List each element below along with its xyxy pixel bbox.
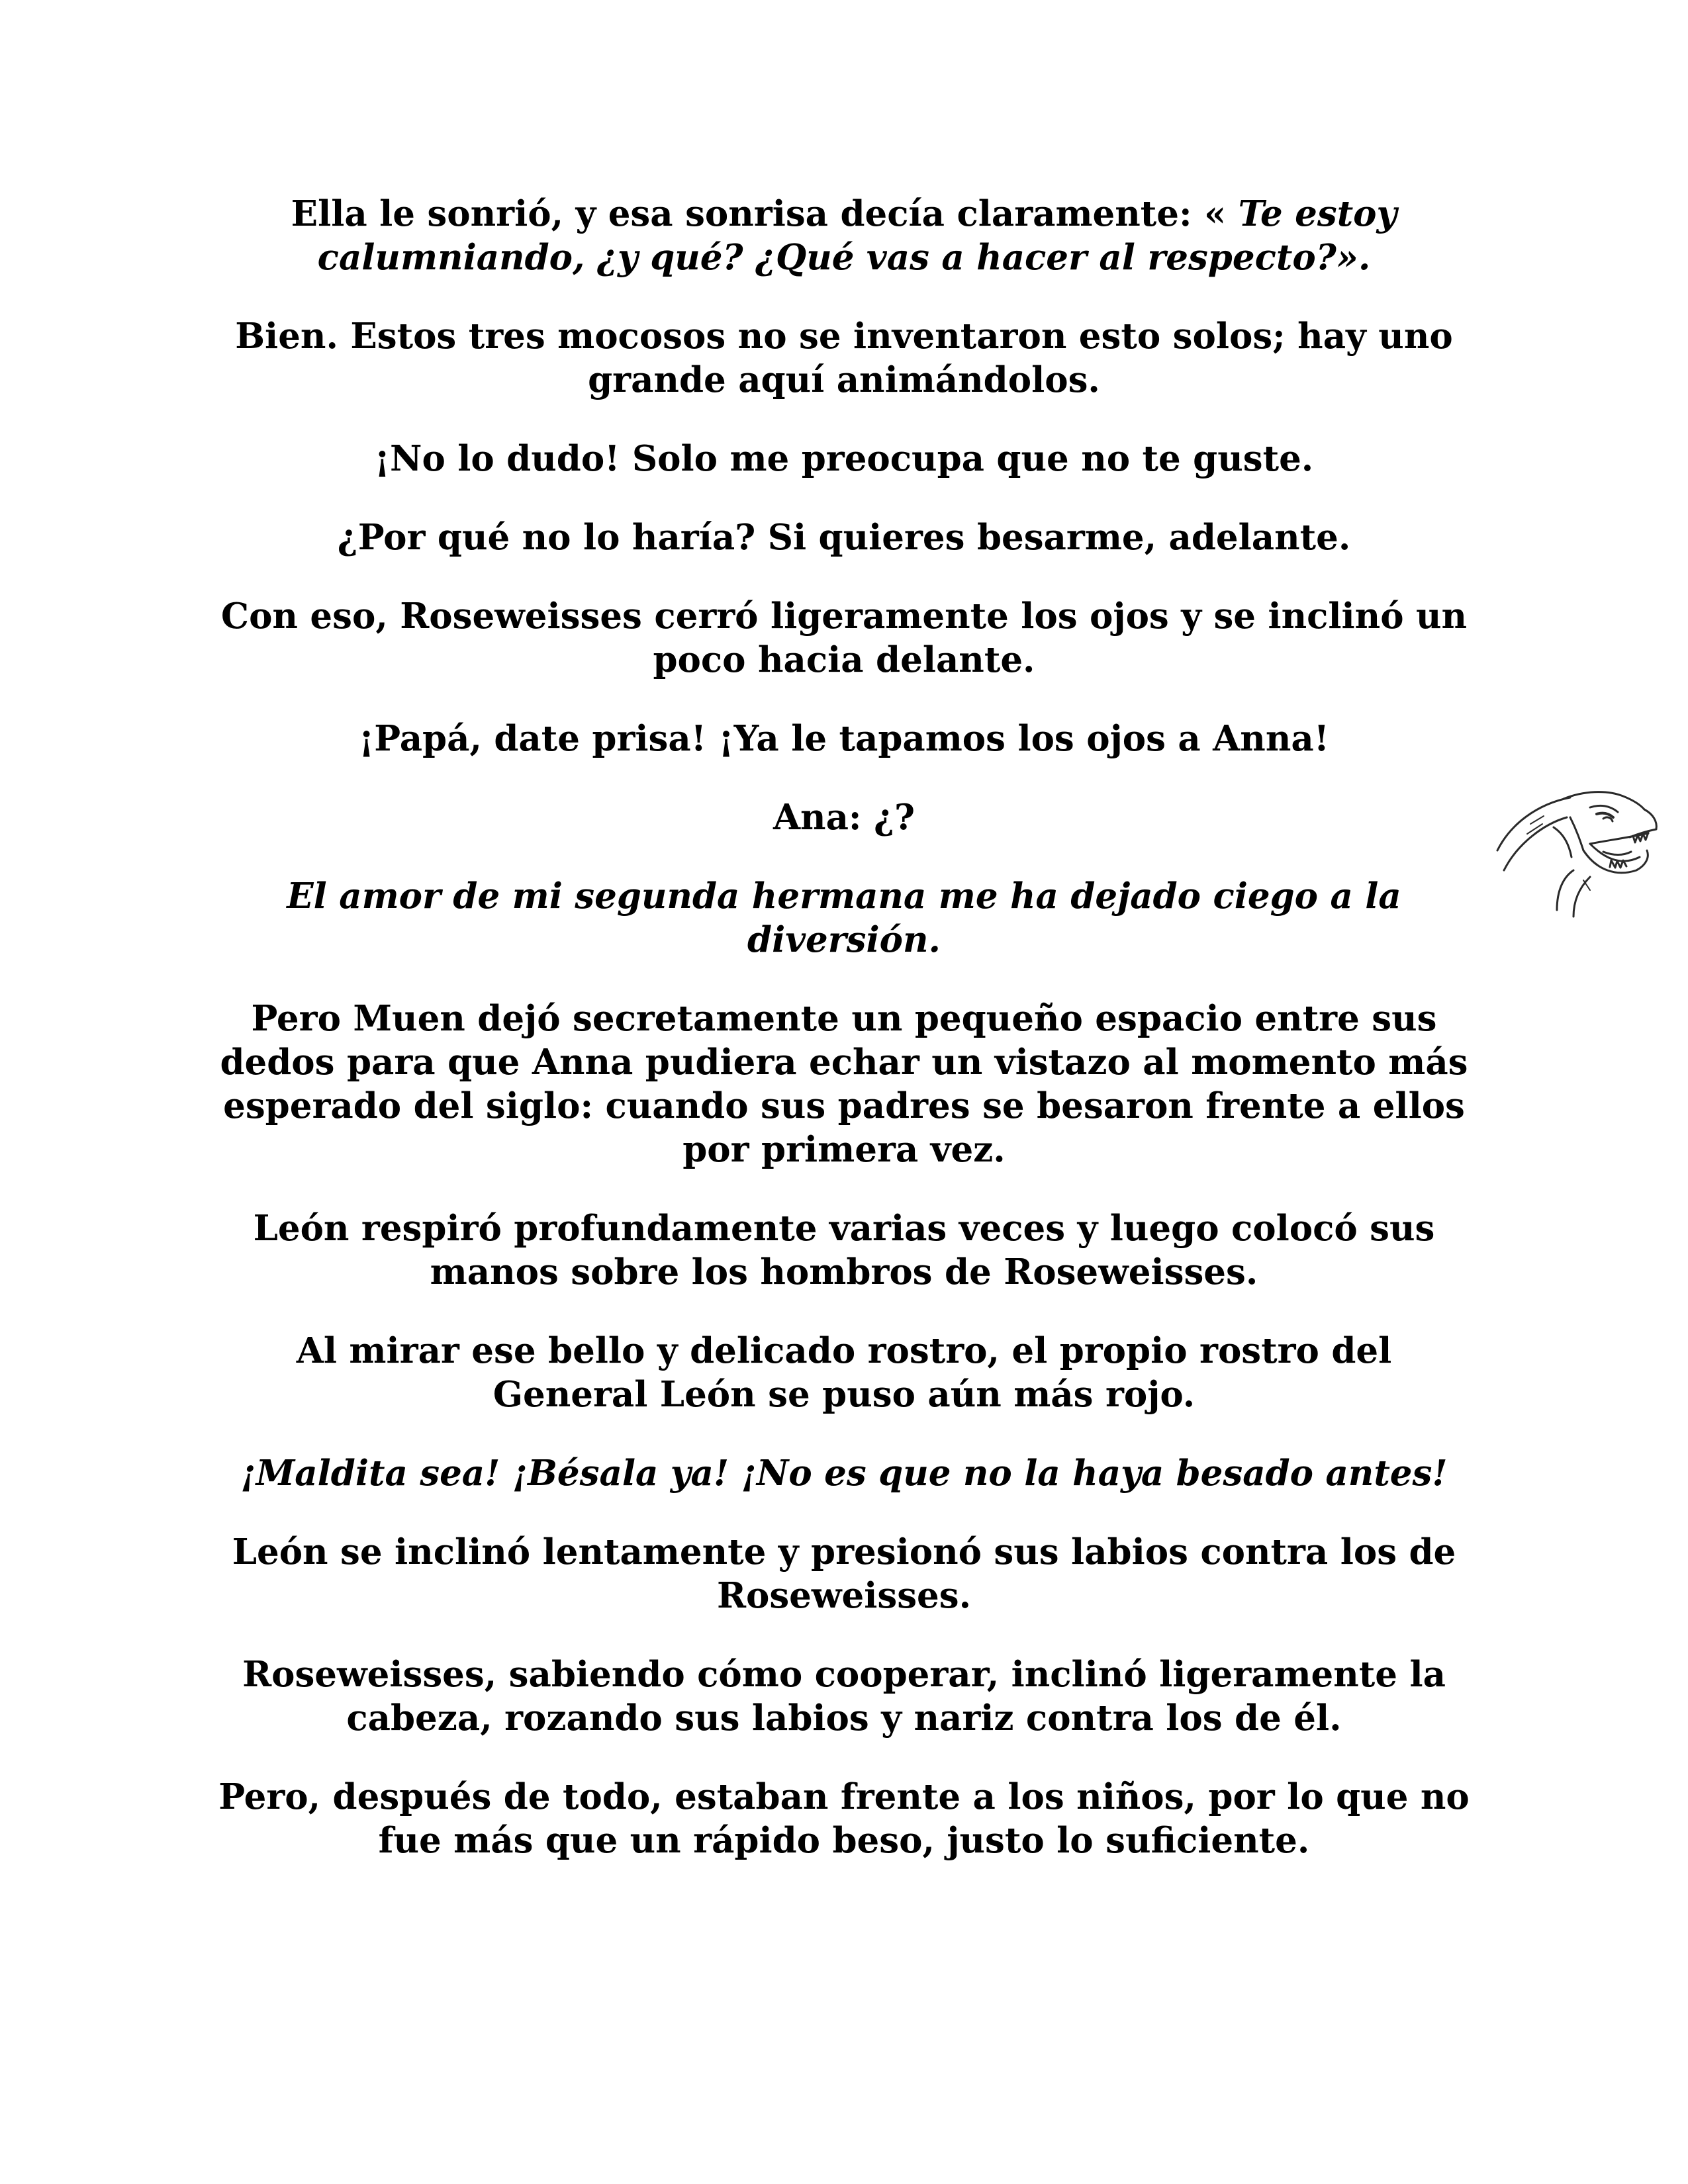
dinosaur-head-icon: [1491, 778, 1664, 927]
paragraph: León se inclinó lentamente y presionó sus labios contra los de Roseweisses.: [232, 1531, 1456, 1616]
paragraph-italic: El amor de mi segunda hermana me ha dejado ciego a la diversión.: [287, 876, 1401, 960]
document-body: [218, 192, 1470, 1897]
paragraph: Con eso, Roseweisses cerró ligeramente los ojos y se inclinó un poco hacia delante.: [220, 596, 1468, 680]
paragraph: Bien. Estos tres mocosos no se inventaron esto solos; hay uno grande aquí animándolos.: [235, 316, 1453, 400]
paragraph-text: Ella le sonrió, y esa sonrisa decía claramente: «: [291, 193, 1239, 234]
paragraph: Pero Muen dejó secretamente un pequeño espacio entre sus dedos para que Anna pudiera echar un vistazo al momento más esperado del siglo: cuando sus padres se besaron frente a ellos por primera vez.: [220, 998, 1468, 1170]
paragraph: ¡No lo dudo! Solo me preocupa que no te guste.: [374, 438, 1314, 479]
paragraph: Pero, después de todo, estaban frente a los niños, por lo que no fue más que un rápido beso, justo lo suficiente.: [218, 1776, 1470, 1861]
paragraph: Al mirar ese bello y delicado rostro, el propio rostro del General León se puso aún más rojo.: [296, 1330, 1392, 1415]
paragraph: [218, 192, 1470, 279]
paragraph: León respiró profundamente varias veces y luego colocó sus manos sobre los hombros de Roseweisses.: [253, 1208, 1435, 1293]
paragraph: Ana: ¿?: [773, 797, 915, 838]
paragraph-italic: ¡Maldita sea! ¡Bésala ya! ¡No es que no la haya besado antes!: [240, 1453, 1448, 1494]
paragraph: Roseweisses, sabiendo cómo cooperar, inclinó ligeramente la cabeza, rozando sus labios y nariz contra los de él.: [242, 1654, 1446, 1739]
paragraph: ¿Por qué no lo haría? Si quieres besarme, adelante.: [337, 517, 1351, 558]
paragraph: ¡Papá, date prisa! ¡Ya le tapamos los ojos a Anna!: [359, 718, 1329, 759]
paragraph-italic-text: Te estoy calumniando, ¿y qué? ¿Qué vas a hacer al respecto?».: [317, 193, 1397, 278]
